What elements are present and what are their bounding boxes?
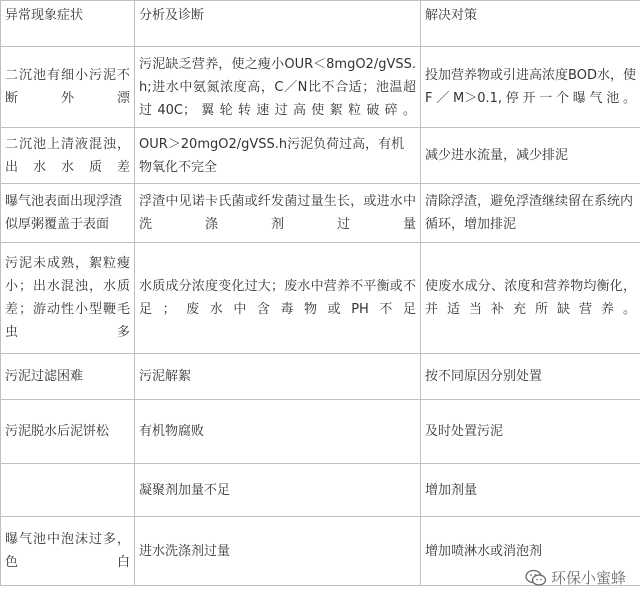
symptom-cell: 曝气池表面出现浮渣似厚粥覆盖于表面 bbox=[1, 184, 135, 243]
table-row bbox=[1, 47, 640, 128]
header-symptom: 异常现象症状 bbox=[1, 1, 135, 47]
table-row bbox=[1, 128, 640, 184]
solution-cell: 增加剂量 bbox=[421, 464, 640, 517]
solution-cell: 投加营养物或引进高浓度BOD水，使F／M＞0.1,停开一个曝气池。 bbox=[421, 47, 640, 128]
symptom-cell: 污泥过滤困难 bbox=[1, 354, 135, 400]
analysis-cell: OUR＞20mgO2/gVSS.h污泥负荷过高，有机物氧化不完全 bbox=[135, 128, 421, 184]
wechat-icon bbox=[525, 569, 547, 587]
analysis-cell: 有机物腐败 bbox=[135, 400, 421, 464]
solution-cell: 清除浮渣，避免浮渣继续留在系统内循环，增加排泥 bbox=[421, 184, 640, 243]
symptom-cell: 曝气池中泡沫过多，色白 bbox=[1, 517, 135, 586]
table-row bbox=[1, 184, 640, 243]
header-analysis: 分析及诊断 bbox=[135, 1, 421, 47]
solution-cell: 按不同原因分别处置 bbox=[421, 354, 640, 400]
table-row bbox=[1, 354, 640, 400]
analysis-cell: 进水洗涤剂过量 bbox=[135, 517, 421, 586]
solution-cell: 使废水成分、浓度和营养物均衡化，并适当补充所缺营养。 bbox=[421, 243, 640, 354]
analysis-cell: 污泥解絮 bbox=[135, 354, 421, 400]
analysis-cell: 污泥缺乏营养，使之瘦小OUR＜8mgO2/gVSS.h;进水中氨氮浓度高，C／N比不合适；池温超过40C；翼轮转速过高使絮粒破碎。 bbox=[135, 47, 421, 128]
header-row bbox=[1, 1, 640, 47]
header-solution: 解决对策 bbox=[421, 1, 640, 47]
table-row bbox=[1, 400, 640, 464]
analysis-cell: 凝聚剂加量不足 bbox=[135, 464, 421, 517]
symptom-cell bbox=[1, 464, 135, 517]
symptom-cell: 污泥未成熟，絮粒瘦小；出水混浊，水质差；游动性小型鞭毛虫多 bbox=[1, 243, 135, 354]
solution-cell: 减少进水流量，减少排泥 bbox=[421, 128, 640, 184]
symptom-cell: 二沉池有细小污泥不断外漂 bbox=[1, 47, 135, 128]
solution-cell: 及时处置污泥 bbox=[421, 400, 640, 464]
analysis-cell: 水质成分浓度变化过大；废水中营养不平衡或不足；废水中含毒物或PH不足 bbox=[135, 243, 421, 354]
symptom-cell: 二沉池上清液混浊，出水水质差 bbox=[1, 128, 135, 184]
analysis-cell: 浮渣中见诺卡氏菌或纤发菌过量生长，或进水中洗涤剂过量 bbox=[135, 184, 421, 243]
watermark-text: 环保小蜜蜂 bbox=[550, 569, 626, 587]
solution-cell: 增加喷淋水或消泡剂 bbox=[421, 517, 640, 586]
watermark bbox=[525, 567, 626, 588]
symptom-cell: 污泥脱水后泥饼松 bbox=[1, 400, 135, 464]
table-row bbox=[1, 464, 640, 517]
table-row bbox=[1, 243, 640, 354]
